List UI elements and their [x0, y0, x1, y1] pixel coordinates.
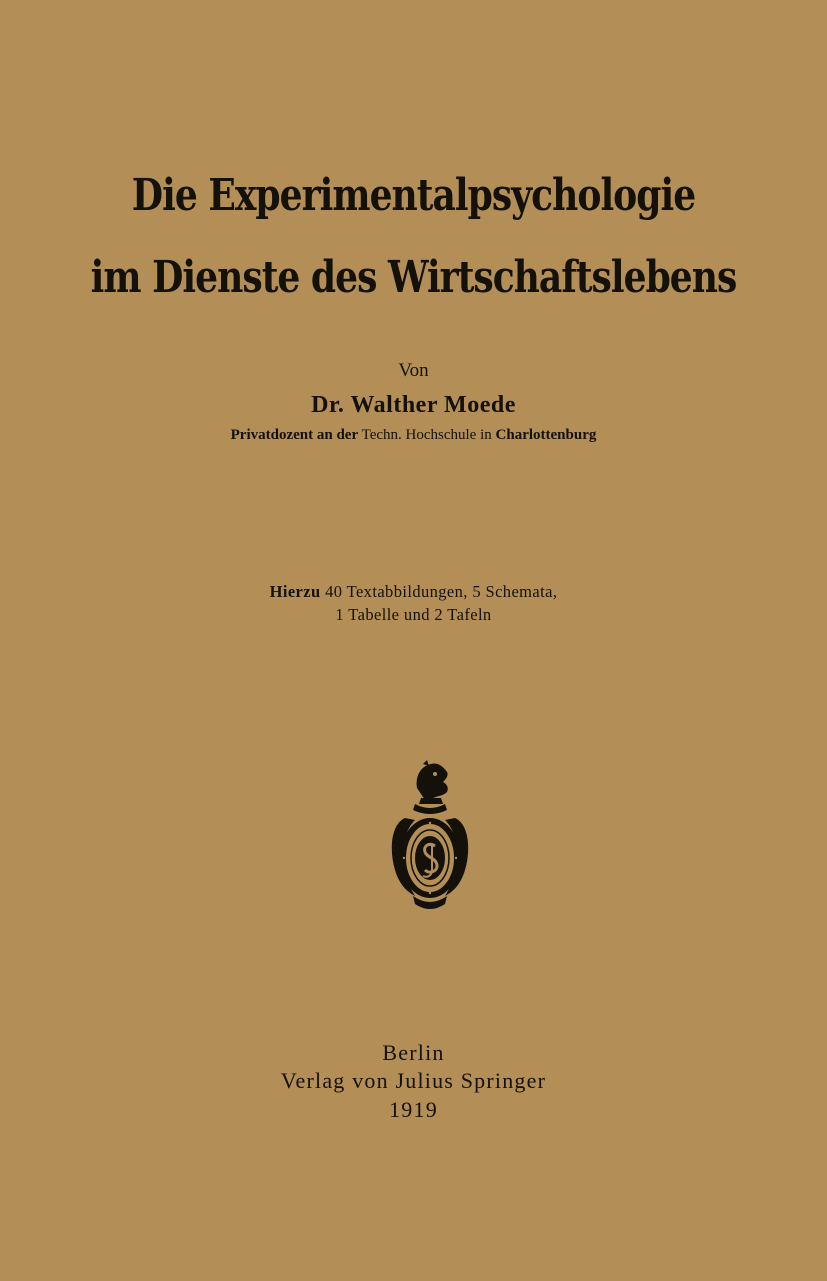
illustrations-note-line-2: 1 Tabelle und 2 Tafeln: [335, 605, 492, 624]
affiliation-city: Charlottenburg: [495, 427, 597, 443]
by-label: Von: [398, 360, 429, 381]
author-affiliation: [0, 427, 827, 444]
imprint-year: 1919: [389, 1097, 438, 1122]
illustrations-prefix: Hierzu: [269, 582, 321, 601]
imprint-publisher: Verlag von Julius Springer: [280, 1068, 547, 1093]
affiliation-role: Privatdozent an der: [230, 427, 359, 443]
imprint-city: Berlin: [382, 1040, 445, 1065]
springer-horse-head-emblem-icon: [385, 758, 475, 913]
title-line-2: im Dienste des Wirtschaftslebens: [90, 252, 737, 303]
affiliation-school: Techn. Hochschule in: [361, 427, 492, 443]
author-name: Dr. Walther Moede: [311, 392, 516, 418]
title-line-1: Die Experimentalpsychologie: [131, 170, 696, 221]
illustrations-note-line-1: [0, 582, 827, 602]
illustrations-count: 40 Textabbildungen, 5 Schemata,: [325, 582, 558, 601]
